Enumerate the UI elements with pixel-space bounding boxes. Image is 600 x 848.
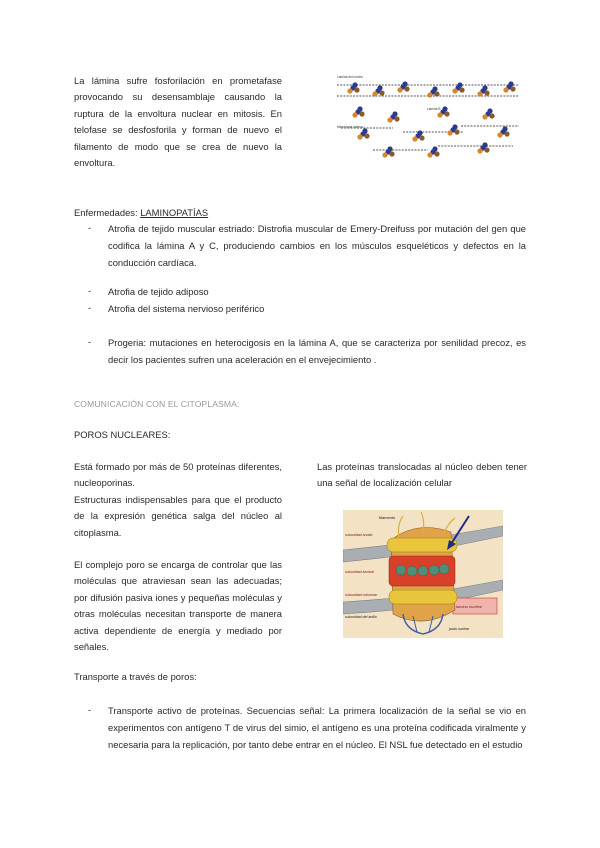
lamina-paragraph: La lámina sufre fosforilación en prometafase provocando su desensamblaje causando la ruptura de la envoltura nuclear en mitosis. En telofase se desfosforila y forman de nuevo el filamento de modo que se crea de nuevo la envoltura. <box>74 75 282 169</box>
lamina-protein-blob <box>427 146 439 157</box>
lamina-protein-blob <box>352 106 364 117</box>
fig2-label-luminal: subunidad luminal <box>345 570 374 574</box>
enfermedades-heading <box>74 205 208 221</box>
fig2-label-lamina: lamina nuclear <box>456 604 483 609</box>
fig2-label-jaula: jaula nuclear <box>449 627 470 631</box>
fig2-label-filamento: filamento <box>379 515 396 520</box>
lamina-protein-blob <box>387 111 399 122</box>
lamina-diagram <box>333 72 523 162</box>
lamina-protein-blob <box>347 82 359 93</box>
fig2-label-columnar: subunidad columnar <box>345 593 378 597</box>
poros-right-p1: Las proteínas translocadas al núcleo deben tener una señal de localización celular <box>317 461 527 489</box>
poros-left-p2: Estructuras indispensables para que el producto de la expresión genética salga del núcleo al citoplasma. <box>74 494 282 538</box>
enfermedad-item-emery: Atrofia de tejido muscular estriado: Distrofia muscular de Emery-Dreifuss por mutación del gen que codifica la lámina A y C, produciendo cambios en los músculos esqueléticos y defectos en la conducción cardíaca. <box>108 223 526 268</box>
lamina-protein-blob <box>497 126 509 137</box>
transporte-title: Transporte a través de poros: <box>74 671 197 682</box>
lamina-protein-blob <box>477 85 489 96</box>
lamina-protein-blob <box>477 142 489 153</box>
lamina-protein-blob <box>452 82 464 93</box>
poros-title: POROS NUCLEARES: <box>74 429 171 440</box>
fig1-label-mid: Lamina B <box>427 107 441 111</box>
bullet-dash: - <box>88 285 92 296</box>
fig2-label-anillo: subunidad del anillo <box>345 615 377 619</box>
enfermedad-item-progeria: Progeria: mutaciones en heterocigosis en la lámina A, que se caracteriza por senilidad precoz, es decir los pacientes sufren una aceleración en el envejecimiento . <box>108 337 526 365</box>
enfermedades-prefix: Enfermedades: <box>74 207 141 218</box>
nuclear-pore-diagram <box>343 510 503 638</box>
fig2-label-anular: subunidad anular <box>345 533 373 537</box>
enfermedad-item-adiposo: Atrofia de tejido adiposo <box>108 286 209 297</box>
transporte-item-activo: Transporte activo de proteínas. Secuencias señal: La primera localización de la señal se vio en experimentos con antígeno T de virus del simio, el antígeno es una proteína codificada viralmente y necesaria para la replicación, por tanto debe entrar en el núcleo. El NSL fue detectado en el estudio <box>108 705 526 750</box>
poros-left-p1: Está formado por más de 50 proteínas diferentes, nucleoporinas. <box>74 461 282 489</box>
lamina-protein-blob <box>503 81 515 92</box>
enfermedad-item-nervioso: Atrofia del sistema nervioso periférico <box>108 303 265 314</box>
lamina-protein-blob <box>447 124 459 135</box>
comunicacion-heading: COMUNICACIÓN CON EL CITOPLASMA: <box>74 399 240 409</box>
lamina-protein-blob <box>382 146 394 157</box>
bullet-dash: - <box>88 222 92 233</box>
bullet-dash: - <box>88 302 92 313</box>
fig1-label-top: Lamina del núcleo <box>337 75 363 79</box>
bullet-dash: - <box>88 704 92 715</box>
lamina-protein-blob <box>397 81 409 92</box>
lamina-protein-blob <box>357 128 369 139</box>
annular-ring-top <box>387 538 457 552</box>
fig1-label-left: Membrana interna <box>337 125 363 129</box>
lamina-protein-blob <box>482 108 494 119</box>
lamina-protein-blob <box>372 85 384 96</box>
annular-ring-bottom <box>389 590 457 604</box>
poros-left-p3: El complejo poro se encarga de controlar que las moléculas que atraviesan sean las adecuadas; por difusión pasiva iones y pequeñas moléculas y otras moléculas necesitan transporte de manera activa dependiente de energía y mediado por señales. <box>74 559 282 653</box>
laminopatias-title: LAMINOPATÍAS <box>140 207 209 218</box>
bullet-dash: - <box>88 336 92 347</box>
